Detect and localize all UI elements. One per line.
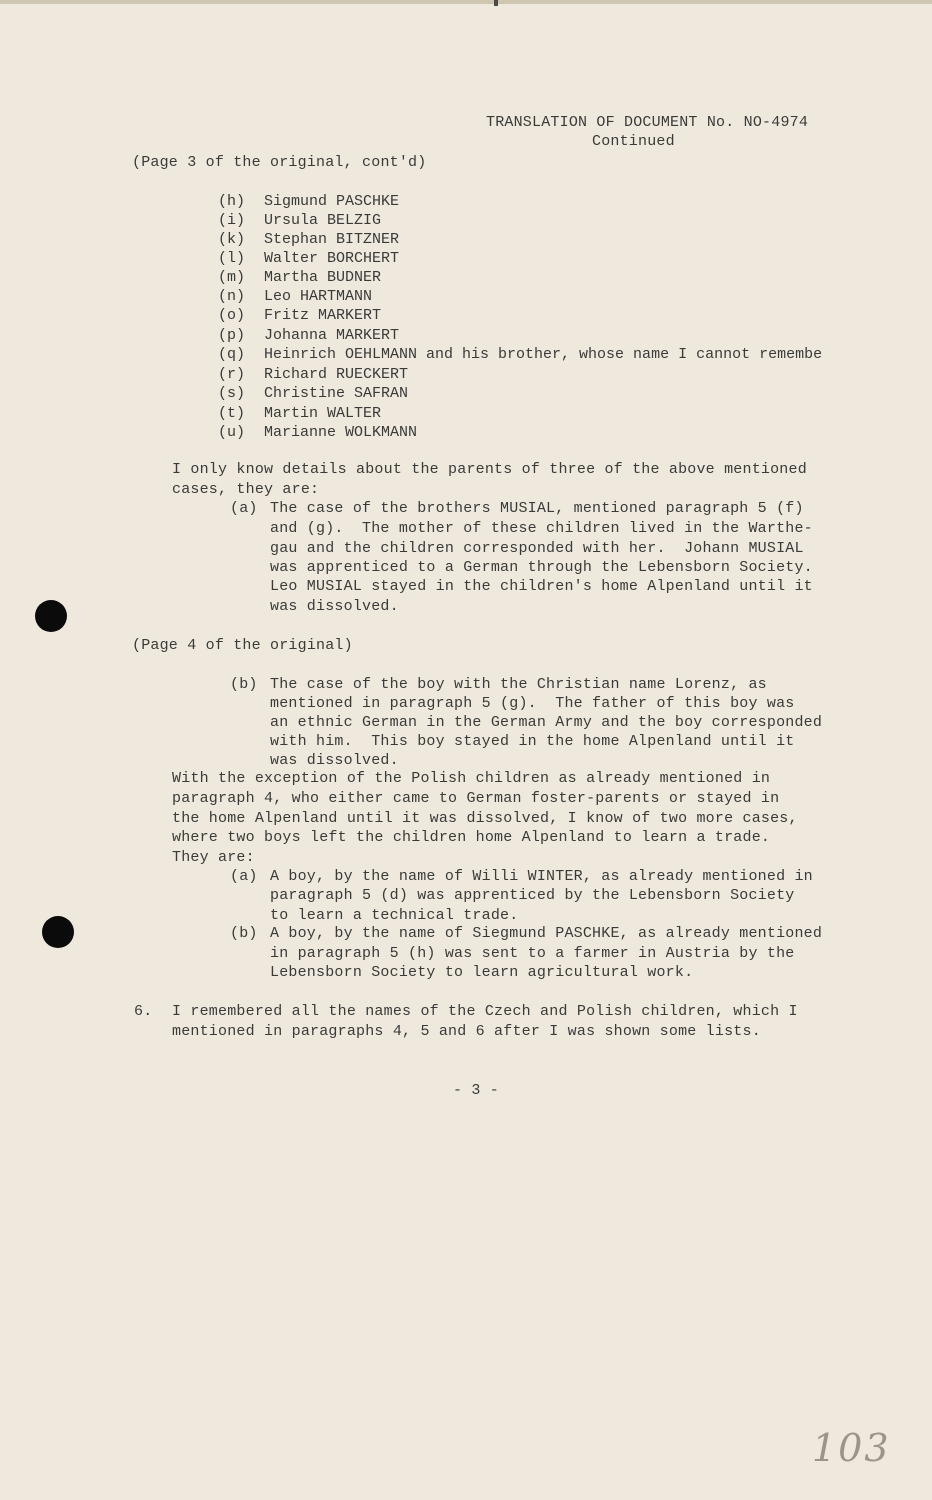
case-line: an ethnic German in the German Army and the boy corresponded <box>270 714 823 731</box>
case-line: Lebensborn Society to learn agricultural work. <box>270 964 694 981</box>
handwritten-folio-number: 103 <box>812 1426 891 1470</box>
list-item <box>218 366 408 384</box>
child-name: Ursula BELZIG <box>264 212 382 229</box>
paragraph-line: With the exception of the Polish children as already mentioned in <box>172 770 771 787</box>
list-item <box>218 405 381 423</box>
list-item <box>218 193 399 211</box>
child-name: Richard RUECKERT <box>264 366 409 383</box>
paragraph-line: paragraph 4, who either came to German foster-parents or stayed in <box>172 790 780 807</box>
case-line: and (g). The mother of these children lived in the Warthe- <box>270 520 813 537</box>
case-line: A boy, by the name of Siegmund PASCHKE, as already mentioned <box>270 925 823 942</box>
list-item <box>218 307 381 325</box>
child-name: Christine SAFRAN <box>264 385 409 402</box>
item-label: (h) <box>218 193 246 210</box>
child-name: Heinrich OEHLMANN and his brother, whose name I cannot remembe <box>264 346 823 363</box>
child-name: Walter BORCHERT <box>264 250 400 267</box>
item-label: (r) <box>218 366 246 383</box>
list-item <box>218 346 822 364</box>
child-name: Sigmund PASCHKE <box>264 193 400 210</box>
list-item <box>218 231 399 249</box>
case-label: (a) <box>230 500 258 517</box>
case-line: was dissolved. <box>270 598 399 615</box>
paragraph-line: They are: <box>172 849 255 866</box>
item-label: (k) <box>218 231 246 248</box>
case-line: with him. This boy stayed in the home Alpenland until it <box>270 733 795 750</box>
case-line: was apprenticed to a German through the Lebensborn Society. <box>270 559 813 576</box>
item-label: (i) <box>218 212 246 229</box>
item-label: (s) <box>218 385 246 402</box>
list-item <box>218 212 381 230</box>
punch-hole <box>35 600 67 632</box>
case-line: The case of the brothers MUSIAL, mentioned paragraph 5 (f) <box>270 500 804 517</box>
case-label: (b) <box>230 676 258 693</box>
list-item <box>218 288 372 306</box>
child-name: Marianne WOLKMANN <box>264 424 418 441</box>
paragraph-line: where two boys left the children home Alpenland to learn a trade. <box>172 829 771 846</box>
paragraph-line: mentioned in paragraphs 4, 5 and 6 after I was shown some lists. <box>172 1023 761 1040</box>
child-name: Martin WALTER <box>264 405 382 422</box>
item-label: (q) <box>218 346 246 363</box>
child-name: Fritz MARKERT <box>264 307 382 324</box>
case-line: A boy, by the name of Willi WINTER, as already mentioned in <box>270 868 813 885</box>
case-line: in paragraph 5 (h) was sent to a farmer in Austria by the <box>270 945 795 962</box>
paragraph-line: the home Alpenland until it was dissolved, I know of two more cases, <box>172 810 798 827</box>
list-item <box>218 424 417 442</box>
case-line: gau and the children corresponded with her. Johann MUSIAL <box>270 540 804 557</box>
list-item <box>218 250 399 268</box>
punch-hole <box>42 916 74 948</box>
list-item <box>218 327 399 345</box>
case-label: (a) <box>230 868 258 885</box>
staple-mark <box>494 0 498 6</box>
case-line: mentioned in paragraph 5 (g). The father of this boy was <box>270 695 795 712</box>
page-reference: (Page 3 of the original, cont'd) <box>132 154 427 171</box>
case-line: paragraph 5 (d) was apprenticed by the Lebensborn Society <box>270 887 795 904</box>
item-label: (m) <box>218 269 246 286</box>
paragraph-line: cases, they are: <box>172 481 320 498</box>
item-label: (t) <box>218 405 246 422</box>
child-name: Johanna MARKERT <box>264 327 400 344</box>
list-item <box>218 385 408 403</box>
child-name: Martha BUDNER <box>264 269 382 286</box>
paragraph-line: I remembered all the names of the Czech and Polish children, which I <box>172 1003 798 1020</box>
page-reference: (Page 4 of the original) <box>132 637 353 654</box>
case-line: to learn a technical trade. <box>270 907 519 924</box>
child-name: Stephan BITZNER <box>264 231 400 248</box>
item-label: (p) <box>218 327 246 344</box>
case-label: (b) <box>230 925 258 942</box>
scan-edge <box>0 0 932 4</box>
continued-label: Continued <box>592 133 675 150</box>
item-label: (n) <box>218 288 246 305</box>
page-number: - 3 - <box>453 1082 500 1099</box>
item-label: (l) <box>218 250 246 267</box>
item-label: (o) <box>218 307 246 324</box>
document-title: TRANSLATION OF DOCUMENT No. NO-4974 <box>486 114 809 131</box>
item-label: (u) <box>218 424 246 441</box>
case-line: Leo MUSIAL stayed in the children's home Alpenland until it <box>270 578 813 595</box>
case-line: was dissolved. <box>270 752 399 769</box>
child-name: Leo HARTMANN <box>264 288 373 305</box>
paragraph-line: I only know details about the parents of three of the above mentioned <box>172 461 807 478</box>
paragraph-number: 6. <box>134 1003 153 1020</box>
case-line: The case of the boy with the Christian name Lorenz, as <box>270 676 767 693</box>
list-item <box>218 269 381 287</box>
